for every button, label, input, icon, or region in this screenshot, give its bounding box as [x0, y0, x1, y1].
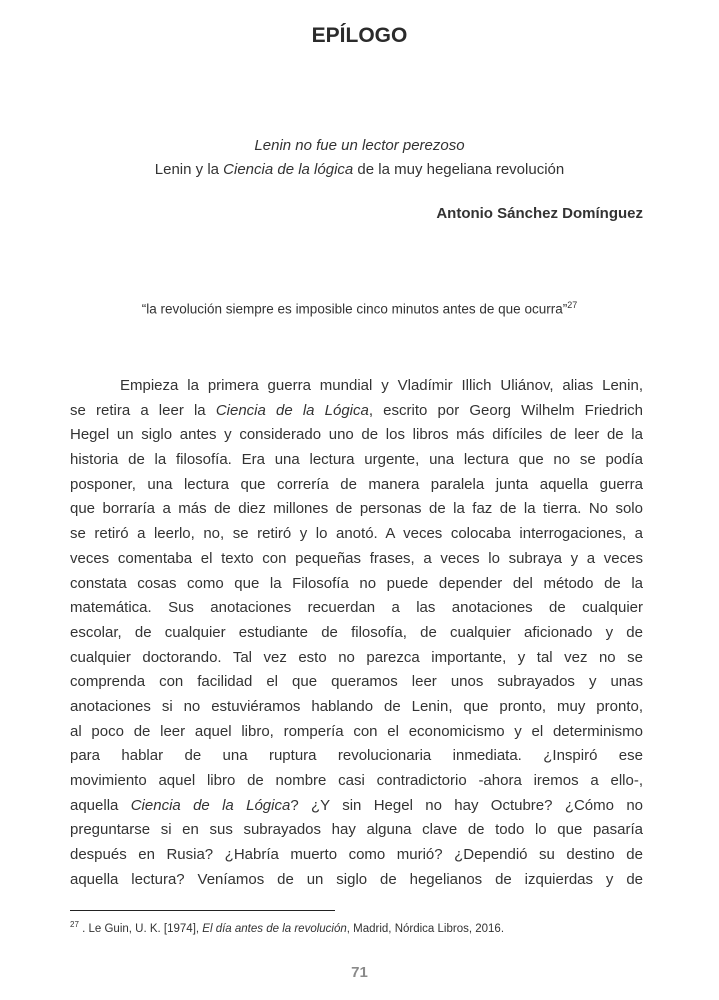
text-segment: historia de la filosofía. Era una lectura urgente, una lectura que no se podía — [70, 451, 643, 469]
text-line — [70, 670, 643, 695]
subtitle-book-title: Ciencia de la lógica — [223, 161, 354, 178]
text-line — [70, 448, 643, 473]
article-subtitle-secondary — [0, 161, 719, 178]
text-line — [70, 720, 643, 745]
text-segment: cualquier doctorando. Tal vez esto no parezca importante, y tal vez no se — [70, 648, 643, 666]
text-line — [70, 423, 643, 448]
footnote-text: , Madrid, Nórdica Libros, 2016. — [346, 922, 505, 935]
epigraph — [0, 300, 719, 317]
text-line — [70, 868, 643, 893]
text-segment: después en Rusia? ¿Habría muerto como murió? ¿Dependió su destino de — [70, 846, 643, 864]
text-line — [70, 596, 643, 621]
epigraph-text: “la revolución siempre es imposible cinco minutos antes de que ocurra” — [141, 301, 568, 317]
book-title: Ciencia de la Lógica — [130, 796, 291, 814]
text-segment: preguntarse si en sus subrayados hay alguna clave de todo lo que pasaría — [70, 821, 643, 839]
text-segment: comprenda con facilidad el que queramos leer unos subrayados y unas — [70, 673, 643, 691]
text-line — [70, 794, 643, 819]
text-segment: movimiento aquel libro de nombre casi contradictorio -ahora iremos a ello-, — [70, 772, 643, 789]
text-segment: aquella — [70, 796, 131, 814]
footnote-text: . Le Guin, U. K. [1974], — [78, 922, 203, 935]
subtitle-text: de la muy hegeliana revolución — [353, 161, 565, 178]
text-line — [70, 497, 643, 522]
text-segment: al poco de leer aquel libro, rompería con el economicismo y el determinismo — [70, 722, 643, 740]
body-paragraph — [70, 374, 643, 892]
page-number: 71 — [351, 964, 368, 981]
text-line — [70, 695, 643, 720]
text-line — [70, 547, 643, 572]
text-segment: escolar, de cualquier estudiante de filosofía, de cualquier aficionado y de — [70, 623, 643, 641]
text-segment: aquella lectura? Veníamos de un siglo de hegelianos de izquierdas y de — [70, 870, 643, 888]
text-segment: veces comentaba el texto con pequeñas frases, a veces lo subraya y a veces — [70, 549, 643, 567]
text-segment: se retiró a leerlo, no, se retiró y lo anotó. A veces colocaba interrogaciones, a — [70, 525, 643, 543]
footnote-book-title: El día antes de la revolución — [202, 922, 347, 935]
text-segment: constata cosas como que la Filosofía no puede depender del método de la — [70, 574, 643, 592]
subtitle-text: Lenin y la — [154, 161, 224, 178]
text-line — [70, 646, 643, 671]
text-line — [70, 374, 643, 399]
text-segment: Empieza la primera guerra mundial y Vladímir Illich Uliánov, alias Lenin, — [120, 377, 643, 394]
text-segment: se retira a leer la — [70, 401, 216, 419]
text-segment: matemática. Sus anotaciones recuerdan a las anotaciones de cualquier — [70, 599, 643, 617]
text-segment: Hegel un siglo antes y considerado uno de los libros más difíciles de leer de la — [70, 426, 643, 444]
text-segment: anotaciones si no estuviéramos hablando de Lenin, que pronto, muy pronto, — [70, 697, 643, 715]
text-segment: posponer, una lectura que correría de manera paralela junta aquella guerra — [70, 475, 643, 493]
article-subtitle: Lenin no fue un lector perezoso — [254, 137, 465, 154]
text-line — [70, 818, 643, 843]
text-segment: , escrito por Georg Wilhelm Friedrich — [368, 401, 644, 419]
text-segment: que borraría a más de diez millones de personas de la faz de la tierra. No solo — [70, 500, 643, 518]
text-line — [70, 473, 643, 498]
footnote — [70, 920, 504, 935]
text-line — [70, 399, 643, 424]
text-line — [70, 843, 643, 868]
text-line — [70, 769, 643, 794]
text-segment: ? ¿Y sin Hegel no hay Octubre? ¿Cómo no — [290, 796, 644, 814]
text-segment: para hablar de una ruptura revolucionaria inmediata. ¿Inspiró ese — [70, 747, 643, 765]
book-title: Ciencia de la Lógica — [215, 401, 369, 419]
author-name: Antonio Sánchez Domínguez — [436, 205, 643, 222]
text-line — [70, 744, 643, 769]
text-line — [70, 621, 643, 646]
footnote-number: 27 — [70, 920, 79, 929]
footnote-divider — [70, 910, 335, 911]
chapter-title: EPÍLOGO — [311, 24, 408, 47]
footnote-reference: 27 — [567, 300, 578, 310]
text-line — [70, 572, 643, 597]
text-line — [70, 522, 643, 547]
